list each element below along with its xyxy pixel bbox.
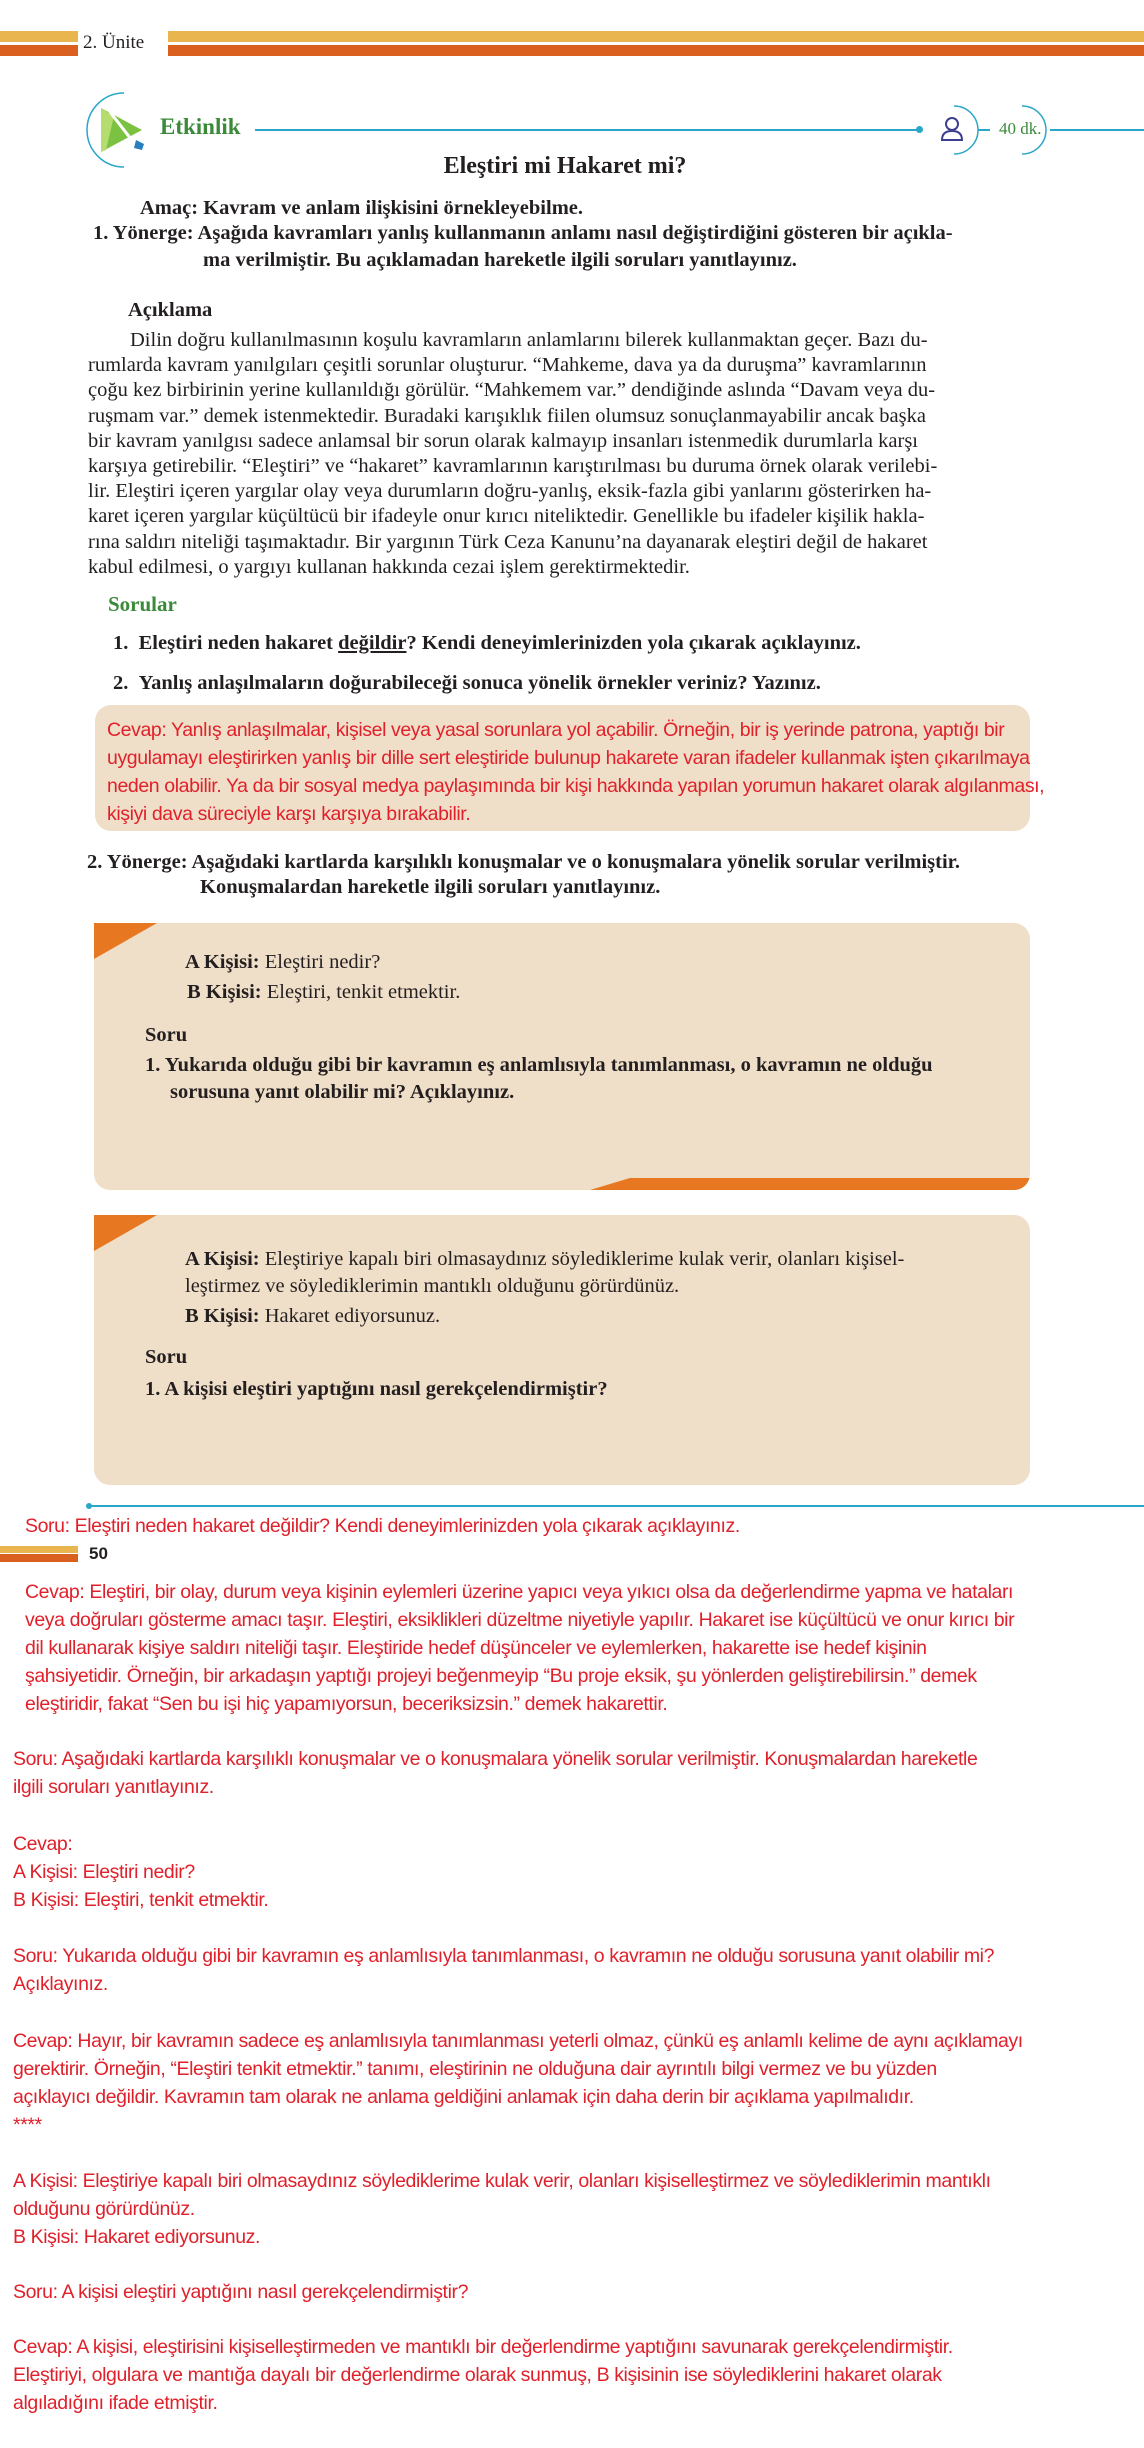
speaker-label: B Kişisi: <box>185 1305 260 1327</box>
overlay-answer-line: Cevap: A kişisi, eleştirisini kişiselleştirmeden ve mantıklı bir değerlendirme yaptığını savunarak gerekçelendirmiştir. <box>13 2336 953 2358</box>
overlay-answer-line: dil kullanarak kişiye saldırı niteliği taşır. Eleştiride hedef düşünceler ve eylemlerken, hakarette ise hedef kişinin <box>25 1637 927 1659</box>
footer-bar-yellow <box>0 1546 78 1553</box>
overlay-answer-line: algıladığını ifade etmiştir. <box>13 2392 218 2414</box>
speaker-text: Eleştiriye kapalı biri olmasaydınız söylediklerime kulak verir, olanları kişisel- <box>259 1248 905 1270</box>
question-text: Eleştiri neden hakaret <box>138 632 339 654</box>
speaker-text: Hakaret ediyorsunuz. <box>259 1305 441 1327</box>
overlay-answer-line: eleştiridir, fakat “Sen bu işi hiç yapamıyorsun, beceriksizsin.” demek hakarettir. <box>25 1693 668 1715</box>
overlay-answer-line: olduğunu görürdünüz. <box>13 2198 195 2220</box>
card2-person-a-cont: leştirmez ve söylediklerimin mantıklı olduğunu görürdünüz. <box>185 1275 680 1297</box>
page-title: Eleştiri mi Hakaret mi? <box>443 153 687 179</box>
overlay-question-line: ilgili soruları yanıtlayınız. <box>13 1776 214 1798</box>
overlay-answer-line: A Kişisi: Eleştiriye kapalı biri olmasaydınız söylediklerime kulak verir, olanları kişiselleştirmez ve söylediklerimin mantıklı <box>13 2170 991 2192</box>
explanation-heading: Açıklama <box>128 299 213 321</box>
footer-bar-orange <box>0 1554 78 1562</box>
question-text: Yanlış anlaşılmaların doğurabileceği sonuca yönelik örnekler veriniz? Yazınız. <box>138 672 821 694</box>
header-bar-orange <box>168 45 1144 56</box>
dialogue-card-2 <box>94 1215 1030 1485</box>
card-corner-triangle <box>94 923 157 959</box>
explanation-line: çoğu kez birbirinin yerine kullanıldığı görülür. “Mahkemem var.” dendiğinde aslında “Davam veya du- <box>88 379 936 402</box>
card1-question: sorusuna yanıt olabilir mi? Açıklayınız. <box>170 1081 515 1103</box>
questions-heading: Sorular <box>108 592 177 616</box>
card-bottom-bar <box>590 1178 1030 1190</box>
speaker-text: Eleştiri, tenkit etmektir. <box>261 981 461 1003</box>
card1-question: 1. Yukarıda olduğu gibi bir kavramın eş anlamlısıyla tanımlanması, o kavramın ne olduğu <box>145 1054 933 1076</box>
speaker-label: B Kişisi: <box>187 981 262 1003</box>
overlay-question-line: Soru: A kişisi eleştiri yaptığını nasıl gerekçelendirmiştir? <box>13 2281 469 2303</box>
directive1-line: ma verilmiştir. Bu açıklamadan hareketle ilgili soruları yanıtlayınız. <box>203 249 797 271</box>
card1-person-a <box>185 950 380 975</box>
explanation-line: karet içeren yargılar küçültücü bir ifadeyle onur kırıcı niteliktedir. Genellikle bu ifadeler kişilik hakla- <box>88 505 925 528</box>
explanation-line: rına saldırı niteliği taşımaktadır. Bir yargının Türk Ceza Kanunu’na dayanarak eleştiri değil de hakaret <box>88 530 928 553</box>
footer-line <box>88 1505 1144 1507</box>
answer-line: kişiyi dava süreciyle karşı karşıya bırakabilir. <box>107 803 471 825</box>
explanation-line: Dilin doğru kullanılmasının koşulu kavramların anlamlarını bilerek kullanmaktan geçer. Bazı du- <box>130 329 928 351</box>
overlay-answer-line: A Kişisi: Eleştiri nedir? <box>13 1861 195 1883</box>
explanation-line: ruşmam var.” demek istenmektedir. Buradaki karışıklık fiilen olumsuz sonuçlanmayabilir ancak başka <box>88 404 926 427</box>
page-number: 50 <box>89 1544 108 1563</box>
explanation-line: bir kavram yanılgısı sadece anlamsal bir sorun olarak kalmayıp insanları istenmedik durumlarla karşı <box>88 429 918 452</box>
question-number: 2. <box>113 672 129 694</box>
question-1 <box>113 631 861 656</box>
aim <box>140 196 583 221</box>
overlay-answer-line: gerektirir. Örneğin, “Eleştiri tenkit etmektir.” tanımı, eleştirinin ne olduğuna dair ayrıntılı bilgi vermez ve bu yüzden <box>13 2058 937 2080</box>
speaker-label: A Kişisi: <box>185 1248 260 1270</box>
person-icon <box>928 104 980 156</box>
overlay-answer-line: Cevap: Hayır, bir kavramın sadece eş anlamlısıyla tanımlanması yeterli olmaz, çünkü eş anlamlı kelime de aynı açıklamayı <box>13 2030 1023 2052</box>
question-2 <box>113 671 821 696</box>
overlay-answer-line: **** <box>13 2114 42 2136</box>
card-corner-triangle <box>94 1215 157 1251</box>
directive2-line: Konuşmalardan hareketle ilgili soruları yanıtlayınız. <box>200 876 661 898</box>
header-bar-orange <box>0 45 78 56</box>
underlined-word: değildir <box>338 632 407 654</box>
duration-label: 40 dk. <box>999 119 1042 138</box>
header-bar-yellow <box>168 31 1144 42</box>
card1-soru-heading: Soru <box>145 1024 188 1046</box>
answer-line: neden olabilir. Ya da bir sosyal medya paylaşımında bir kişi hakkında yapılan yorumun hakaret olarak algılanması, <box>107 775 1045 797</box>
card2-question: 1. A kişisi eleştiri yaptığını nasıl gerekçelendirmiştir? <box>145 1378 608 1400</box>
explanation-line: karşıya getirebilir. “Eleştiri” ve “hakaret” kavramlarının karıştırılması bu duruma örnek olarak verilebi- <box>88 455 938 477</box>
overlay-answer-line: açıklayıcı değildir. Kavramın tam olarak ne anlama geldiğini anlamak için daha derin bir açıklama yapılmalıdır. <box>13 2086 914 2108</box>
header-line <box>255 129 920 131</box>
question-text: ? Kendi deneyimlerinizden yola çıkarak açıklayınız. <box>406 632 861 654</box>
aim-label: Amaç: <box>140 197 199 219</box>
overlay-answer-line: Cevap: Eleştiri, bir olay, durum veya kişinin eylemleri üzerine yapıcı veya yıkıcı olsa da değerlendirme yapma ve hataları <box>25 1581 1014 1603</box>
answer-line: Cevap: Yanlış anlaşılmalar, kişisel veya yasal sorunlara yol açabilir. Örneğin, bir iş yerinde patrona, yaptığı bir <box>107 719 1005 741</box>
question-number: 1. <box>113 632 129 654</box>
overlay-question-line: Açıklayınız. <box>13 1973 108 1995</box>
explanation-line: kabul edilmesi, o yargıyı kullanan hakkında cezai işlem gerektirmektedir. <box>88 555 690 578</box>
overlay-answer-line: veya doğruları gösterme amacı taşır. Eleştiri, eksiklikleri düzeltme niyetiyle yapılır. Hakaret ise küçültücü ve onur kırıcı bir <box>25 1609 1015 1631</box>
overlay-answer-line: B Kişisi: Hakaret ediyorsunuz. <box>13 2226 261 2248</box>
aim-text: Kavram ve anlam ilişkisini örnekleyebilme. <box>198 197 583 219</box>
card1-person-b <box>187 980 460 1005</box>
dialogue-card-1 <box>94 923 1030 1190</box>
speaker-text: Eleştiri nedir? <box>259 951 381 973</box>
directive1-line: 1. Yönerge: Aşağıda kavramları yanlış kullanmanın anlamı nasıl değiştirdiğini gösteren bir açıkla- <box>93 222 953 244</box>
line-dot <box>916 126 923 133</box>
card2-person-b <box>185 1304 440 1329</box>
card2-person-a <box>185 1247 904 1272</box>
overlay-question-line: Soru: Aşağıdaki kartlarda karşılıklı konuşmalar ve o konuşmalara yönelik sorular verilmiştir. Konuşmalardan hareketle <box>13 1748 978 1770</box>
activity-label: Etkinlik <box>160 114 241 139</box>
overlay-answer-line: B Kişisi: Eleştiri, tenkit etmektir. <box>13 1889 269 1911</box>
separator-dash <box>978 129 990 131</box>
overlay-question-line: Soru: Yukarıda olduğu gibi bir kavramın eş anlamlısıyla tanımlanması, o kavramın ne olduğu sorusuna yanıt olabilir mi? <box>13 1945 995 1967</box>
card2-soru-heading: Soru <box>145 1346 188 1368</box>
overlay-question-line: Soru: Eleştiri neden hakaret değildir? Kendi deneyimlerinizden yola çıkarak açıklayınız. <box>25 1515 740 1537</box>
overlay-answer-line: Eleştiriyi, olgulara ve mantığa dayalı bir değerlendirme olarak sunmuş, B kişisinin ise söylediklerini hakaret olarak <box>13 2364 942 2386</box>
overlay-answer-line: Cevap: <box>13 1833 73 1855</box>
unit-label: 2. Ünite <box>83 32 145 53</box>
answer-line: uygulamayı eleştirirken yanlış bir dille sert eleştiride bulunup hakarete varan ifadeler kullanmak işten çıkarılmaya <box>107 747 1030 769</box>
header-bar-yellow <box>0 31 78 42</box>
explanation-line: lir. Eleştiri içeren yargılar olay veya durumların doğru-yanlış, eksik-fazla gibi yanlarını gösterirken ha- <box>88 480 932 503</box>
directive2-line: 2. Yönerge: Aşağıdaki kartlarda karşılıklı konuşmalar ve o konuşmalara yönelik sorular verilmiştir. <box>87 851 961 873</box>
explanation-line: rumlarda kavram yanılgıları çeşitli sorunlar oluşturur. “Mahkeme, dava ya da duruşma” kavramlarının <box>88 354 927 377</box>
header-line-right <box>1050 129 1144 131</box>
speaker-label: A Kişisi: <box>185 951 260 973</box>
overlay-answer-line: şahsiyetidir. Örneğin, bir arkadaşın yaptığı projeyi beğenmeyip “Bu proje eksik, şu yönlerden geliştirebilirsin.” demek <box>25 1665 977 1687</box>
